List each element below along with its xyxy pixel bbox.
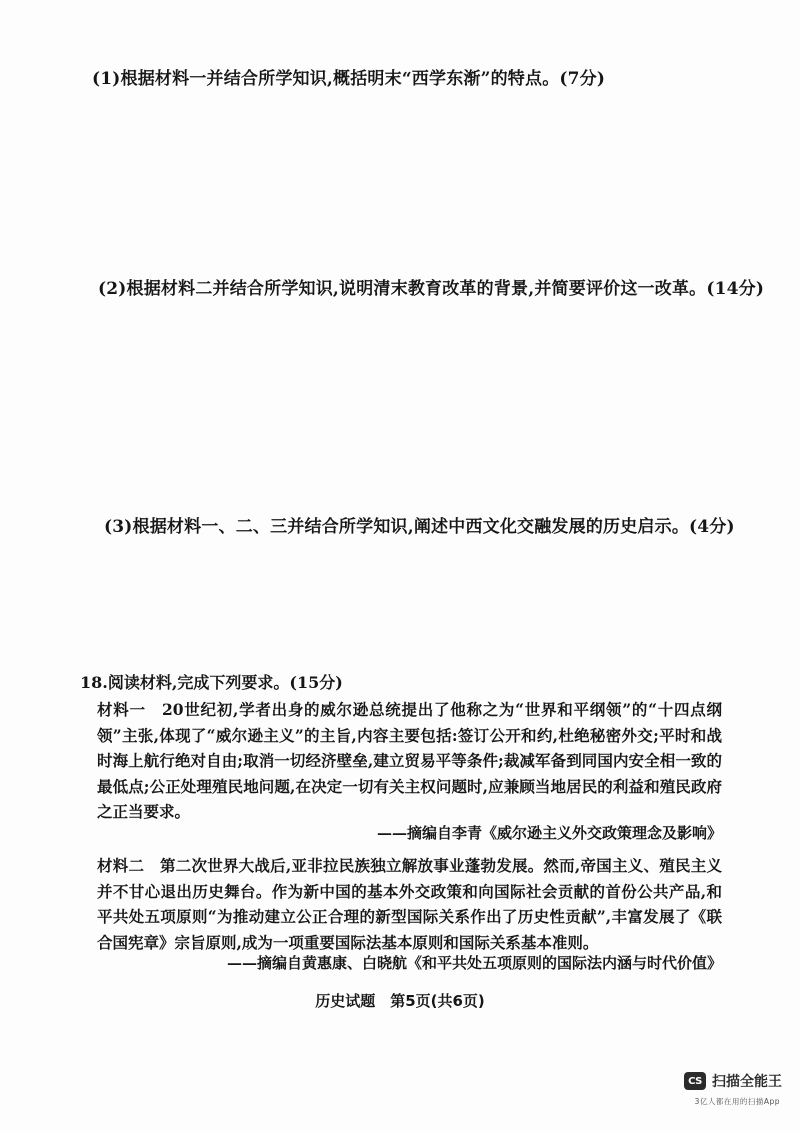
material-one-text: 材料一 20世纪初,学者出身的威尔逊总统提出了他称之为“世界和平纲领”的“十四点纲领”主张,体现了“威尔逊主义”的主旨,内容主要包括:签订公开和约,杜绝秘密外交;平时和战时海上航行绝对自由;取消一切经济壁垒,建立贸易平等条件;裁减军备到同国内安全相一致的最低点;公正处理殖民地问题,在决定一切有关主权问题时,应兼顾当地居民的利益和殖民政府之正当要求。: [97, 700, 722, 822]
scanner-watermark: [684, 1071, 782, 1091]
page-footer: 历史试题 第5页(共6页): [315, 992, 485, 1010]
question-2-prompt: (2)根据材料二并结合所学知识,说明清末教育改革的背景,并简要评价这一改革。(14分): [98, 279, 765, 299]
question-18-heading: 18.阅读材料,完成下列要求。(15分): [80, 673, 343, 692]
question-3-prompt: (3)根据材料一、二、三并结合所学知识,阐述中西文化交融发展的历史启示。(4分): [104, 517, 735, 537]
material-two-text: 材料二 第二次世界大战后,亚非拉民族独立解放事业蓬勃发展。然而,帝国主义、殖民主义并不甘心退出历史舞台。作为新中国的基本外交政策和向国际社会贡献的首份公共产品,和平共处五项原则“为推动建立公正合理的新型国际关系作出了历史性贡献”,丰富发展了《联合国宪章》宗旨原则,成为一项重要国际法基本原则和国际关系基本准则。: [97, 856, 722, 952]
material-two-source: ——摘编自黄惠康、白晓航《和平共处五项原则的国际法内涵与时代价值》: [226, 954, 722, 972]
material-one-source: ——摘编自李青《威尔逊主义外交政策理念及影响》: [376, 824, 722, 842]
camscanner-logo-icon: CS: [684, 1072, 706, 1090]
question-1-prompt: (1)根据材料一并结合所学知识,概括明末“西学东渐”的特点。(7分): [92, 69, 606, 89]
watermark-app-name: 扫描全能王: [712, 1074, 782, 1090]
watermark-tagline: 3亿人都在用的扫描App: [694, 1097, 780, 1106]
